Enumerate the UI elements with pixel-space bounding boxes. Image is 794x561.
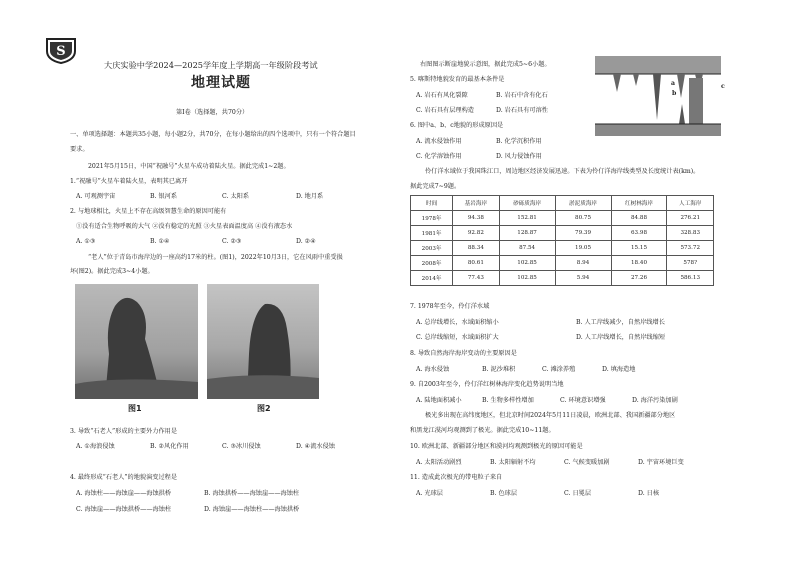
diagram-label-b: b [672,90,677,97]
q5-option-a: A. 岩石有风化裂隙 [416,92,468,99]
passage-5-line-2: 和黑龙江漠河均观测到了极光。据此完成10~11题。 [410,427,555,434]
passage-3: 右图图示断崖地貌示意图，据此完成5~6小题。 [420,61,551,68]
table-header: 红树林海岸 [611,196,667,211]
q1-option-a: A. 可观测宇宙 [76,193,116,200]
table-cell: 84.88 [611,211,667,226]
school-logo [44,36,78,64]
q5-stem: 5. 喀斯特地貌发育的最基本条件是 [410,76,505,83]
q8-option-d: D. 填海造地 [602,366,636,373]
passage-1: 2021年5月15日，中国“祝融号”火星车成功着陆火星。据此完成1~2题。 [88,163,290,170]
table-header: 时间 [411,196,453,211]
table-header: 基岩海岸 [453,196,499,211]
q5-option-d: D. 岩石具有可溶性 [496,107,548,114]
table-row [411,211,714,226]
table-cell: 102.85 [499,271,555,286]
q5-option-b: B. 岩石中含有化石 [496,92,548,99]
instructions-line-1: 一、单项选择题：本题共35小题，每小题2分，共70分，在每小题给出的四个选项中，只有一个符合题目 [70,131,356,138]
subject-title: 地理试题 [191,75,251,91]
passage-2-line-1: “老人”位于青岛市海岸边的一座高约17米的柱。(图1)，2022年10月3日，它在风雨中重受损 [88,254,343,261]
q1-option-d: D. 地月系 [296,193,324,200]
q4-stem: 4. 最终形成“石老人”的地貌演变过程是 [70,474,178,481]
q8-option-b: B. 泥沙堆积 [482,366,516,373]
table-cell: 8.94 [555,256,611,271]
figure-1-photo [75,284,198,399]
q3-option-a: A. ①海浪侵蚀 [76,443,115,450]
q8-stem: 8. 导致自然海岸海岸变动的主要原因是 [410,350,517,357]
table-row [411,226,714,241]
school-title: 大庆实验中学2024—2025学年度上学期高一年级阶段考试 [104,60,318,70]
q4-option-a: A. 海蚀柱——海蚀崖——海蚀拱桥 [76,490,172,497]
q11-option-d: D. 日核 [638,490,660,497]
table-row [411,256,714,271]
section-title: 第Ⅰ卷（选择题，共70分） [176,109,249,116]
table-cell: 88.34 [453,241,499,256]
q4-option-b: B. 海蚀拱桥——海蚀崖——海蚀柱 [204,490,300,497]
cave-diagram [593,50,727,140]
q10-option-b: B. 太阳辐射不均 [490,459,536,466]
table-cell: 328.83 [667,226,714,241]
q11-stem: 11. 造成此次极光的带电粒子来自 [410,474,503,481]
q9-option-d: D. 海洋污染加剧 [632,397,678,404]
table-cell: 586.13 [667,271,714,286]
diagram-label-a: a [671,80,676,87]
table-cell: 2008年 [411,256,453,271]
table-cell: 80.61 [453,256,499,271]
table-header-row [411,196,714,211]
svg-text:S: S [56,44,66,59]
table-cell: 19.05 [555,241,611,256]
table-header: 淤泥质海岸 [555,196,611,211]
diagram-label-c: c [721,83,725,90]
table-header: 砂砾质海岸 [499,196,555,211]
table-cell: 18.40 [611,256,667,271]
q9-option-a: A. 陆地面积减小 [416,397,462,404]
q7-option-c: C. 总岸线缩短，水域面积扩大 [416,334,499,341]
q7-option-d: D. 人工岸线增长，自然岸线缩短 [576,334,666,341]
table-cell: 15.15 [611,241,667,256]
q9-option-c: C. 环境意识增强 [560,397,606,404]
table-row [411,241,714,256]
table-cell: 128.87 [499,226,555,241]
q5-option-c: C. 岩石具有层理构造 [416,107,474,114]
q6-option-d: D. 风力侵蚀作用 [496,153,542,160]
q8-option-c: C. 滩涂养殖 [542,366,576,373]
table-cell: 5.94 [555,271,611,286]
table-cell: 79.39 [555,226,611,241]
q11-option-c: C. 日冕层 [564,490,592,497]
instructions-line-2: 要求。 [70,146,89,153]
q10-option-c: C. 气候变暖加剧 [564,459,610,466]
q7-option-a: A. 总岸线增长，水域面积缩小 [416,319,499,326]
q10-option-a: A. 太阳活动剧烈 [416,459,462,466]
table-cell: 1981年 [411,226,453,241]
q11-option-b: B. 色球层 [490,490,518,497]
q3-option-d: D. ④流水侵蚀 [296,443,335,450]
table-cell: 102.85 [499,256,555,271]
q4-option-c: C. 海蚀崖——海蚀拱桥——海蚀柱 [76,506,172,513]
q9-option-b: B. 生物多样性增加 [482,397,534,404]
q8-option-a: A. 海水侵蚀 [416,366,450,373]
passage-5-line-1: 极光多出现在高纬度地区，但北京时间2024年5月11日凌晨，欧洲北部、我国新疆部分地区 [425,412,676,419]
q7-option-b: B. 人工岸线减少，自然岸线增长 [576,319,665,326]
passage-2-line-2: 坏(图2)。据此完成3~4小题。 [70,268,154,275]
q6-option-b: B. 化学沉积作用 [496,138,542,145]
q1-stem: 1.“祝融号”火星车着陆火星，表明其已离开 [70,178,188,185]
table-cell: 27.26 [611,271,667,286]
table-cell: 77.43 [453,271,499,286]
figure-2-photo [207,284,319,399]
coastline-table [410,195,714,286]
table-cell: 2003年 [411,241,453,256]
q3-stem: 3. 导致“石老人”形成的主要外力作用是 [70,428,178,435]
passage-4-line-1: 伶仃洋水域位于我国珠江口，周边地区经济发展迅速。下表为伶仃洋海岸线类型及长度统计表(km)。 [425,168,700,175]
table-header: 人工海岸 [667,196,714,211]
table-cell: 578? [667,256,714,271]
q6-option-c: C. 化学溶蚀作用 [416,153,462,160]
q9-stem: 9. 自2003年至今，伶仃洋红树林海岸变化趋势说明当地 [410,381,564,388]
q10-option-d: D. 宇宙环境巨变 [638,459,684,466]
q11-option-a: A. 光球层 [416,490,443,497]
table-cell: 573.72 [667,241,714,256]
table-cell: 2014年 [411,271,453,286]
table-cell: 94.38 [453,211,499,226]
table-cell: 92.82 [453,226,499,241]
q2-items: ①没有适合生物呼吸的大气 ②没有稳定的光照 ③火星表面温度高 ④没有液态水 [76,223,293,230]
q1-option-c: C. 太阳系 [222,193,250,200]
q7-stem: 7. 1978年至今，伶仃洋水域 [410,303,490,310]
figure-2-caption: 图2 [257,404,271,413]
q2-stem: 2. 与地球相比，火星上不存在高级智慧生命的原因可能有 [70,208,227,215]
q3-option-b: B. ②风化作用 [150,443,189,450]
q1-option-b: B. 银河系 [150,193,178,200]
passage-4-line-2: 据此完成7~9题。 [410,183,461,190]
q2-option-a: A. ①③ [76,238,96,245]
table-cell: 276.21 [667,211,714,226]
table-cell: 152.81 [499,211,555,226]
figure-1-caption: 图1 [128,404,142,413]
table-row [411,271,714,286]
table-cell: 80.75 [555,211,611,226]
q2-option-c: C. ②③ [222,238,242,245]
table-cell: 1978年 [411,211,453,226]
q4-option-d: D. 海蚀崖——海蚀柱——海蚀拱桥 [204,506,300,513]
q6-stem: 6. 图中a、b、c地貌的形成原因是 [410,122,504,129]
table-cell: 87.54 [499,241,555,256]
q2-option-d: D. ②④ [296,238,316,245]
table-cell: 63.98 [611,226,667,241]
q3-option-c: C. ③冰川侵蚀 [222,443,261,450]
q6-option-a: A. 流水侵蚀作用 [416,138,462,145]
q2-option-b: B. ①④ [150,238,170,245]
q10-stem: 10. 欧洲北部、新疆部分地区和漠河均观测到极光的原因可能是 [410,443,583,450]
